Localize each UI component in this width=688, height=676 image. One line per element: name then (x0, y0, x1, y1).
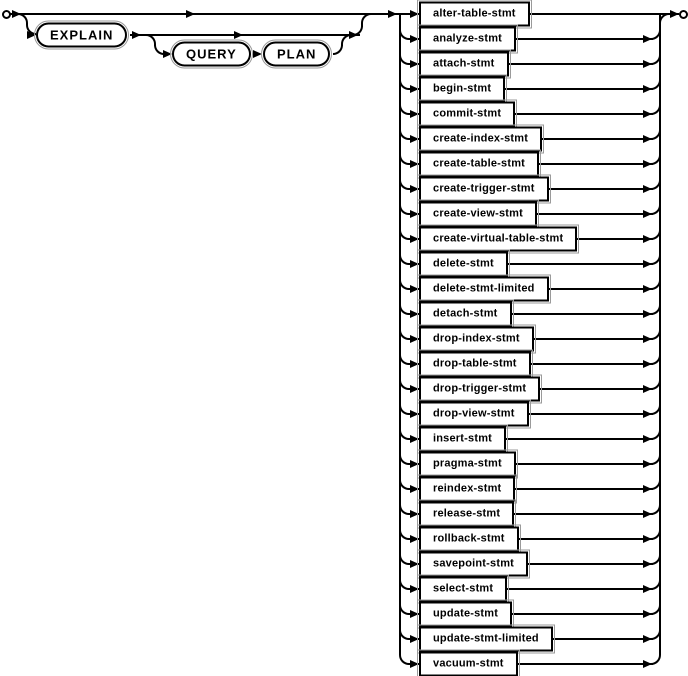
statement-label: create-table-stmt (433, 157, 526, 170)
statement-box[interactable] (419, 27, 516, 52)
arrowhead-icon (410, 185, 419, 193)
statement-box[interactable] (419, 427, 506, 452)
statement-box[interactable] (419, 152, 539, 177)
arrowhead-icon (410, 460, 419, 468)
arrowhead-icon (410, 10, 419, 18)
arrowhead-icon (643, 260, 652, 268)
arrowhead-icon (643, 410, 652, 418)
statement-label: create-index-stmt (433, 132, 529, 145)
merge-curve (651, 655, 661, 665)
arrowhead-icon (643, 585, 652, 593)
arrowhead-icon (234, 31, 243, 39)
arrowhead-icon (410, 410, 419, 418)
statement-label: release-stmt (433, 507, 501, 520)
arrowhead-icon (643, 660, 652, 668)
arrowhead-icon (410, 610, 419, 618)
arrowhead-icon (410, 510, 419, 518)
statement-label: delete-stmt-limited (433, 282, 535, 295)
statement-box[interactable] (419, 627, 553, 652)
arrowhead-icon (643, 510, 652, 518)
arrowhead-icon (410, 660, 419, 668)
arrowhead-icon (643, 460, 652, 468)
statement-label: create-virtual-table-stmt (433, 232, 564, 245)
statement-box[interactable] (419, 52, 509, 77)
arrowhead-icon (643, 185, 652, 193)
start-circle-icon (2, 10, 11, 19)
end-circle-icon (679, 10, 688, 19)
statement-box[interactable] (419, 227, 577, 252)
arrowhead-icon (643, 110, 652, 118)
arrowhead-icon (410, 635, 419, 643)
arrowhead-icon (349, 31, 358, 39)
statement-box[interactable] (419, 77, 505, 102)
statement-label: savepoint-stmt (433, 557, 515, 570)
arrowhead-icon (410, 285, 419, 293)
statement-box[interactable] (419, 277, 549, 302)
arrowhead-icon (410, 210, 419, 218)
arrowhead-icon (410, 110, 419, 118)
arrowhead-icon (253, 50, 262, 58)
statement-box[interactable] (419, 202, 537, 227)
statement-box[interactable] (419, 327, 534, 352)
arrowhead-icon (410, 335, 419, 343)
arrowhead-icon (643, 485, 652, 493)
merge-curve (333, 45, 343, 55)
arrowhead-icon (27, 31, 36, 39)
statement-label: drop-table-stmt (433, 357, 517, 370)
statement-label: drop-view-stmt (433, 407, 515, 420)
arrowhead-icon (410, 260, 419, 268)
statement-label: vacuum-stmt (433, 657, 504, 670)
arrowhead-icon (643, 160, 652, 168)
keyword-plan-label: PLAN (277, 46, 317, 62)
keyword-explain (36, 23, 127, 48)
arrowhead-icon (410, 585, 419, 593)
statement-box[interactable] (419, 452, 516, 477)
arrowhead-icon (643, 560, 652, 568)
arrowhead-icon (410, 135, 419, 143)
arrowhead-icon (388, 10, 397, 18)
arrowhead-icon (643, 310, 652, 318)
statement-box[interactable] (419, 502, 514, 527)
statement-box[interactable] (419, 102, 515, 127)
statement-label: insert-stmt (433, 432, 493, 445)
statement-box[interactable] (419, 577, 507, 602)
arrowhead-icon (410, 310, 419, 318)
statement-box[interactable] (419, 477, 515, 502)
arrowhead-icon (643, 210, 652, 218)
arrowhead-icon (410, 435, 419, 443)
statement-label: update-stmt-limited (433, 632, 539, 645)
main-line (10, 13, 419, 15)
arrowhead-icon (643, 360, 652, 368)
statement-label: select-stmt (433, 582, 494, 595)
keyword-plan (263, 42, 330, 67)
statement-box[interactable] (419, 252, 508, 277)
statement-label: commit-stmt (433, 107, 502, 120)
arrowhead-icon (410, 35, 419, 43)
merge-curve (361, 13, 371, 27)
arrowhead-icon (410, 160, 419, 168)
statement-box[interactable] (419, 177, 549, 202)
arrowhead-icon (410, 85, 419, 93)
statement-box[interactable] (419, 652, 518, 676)
statement-label: reindex-stmt (433, 482, 502, 495)
statement-box[interactable] (419, 127, 542, 152)
statement-label: rollback-stmt (433, 532, 505, 545)
statement-box[interactable] (419, 602, 512, 627)
arrowhead-icon (132, 31, 141, 39)
arrowhead-icon (670, 10, 679, 18)
statement-label: begin-stmt (433, 82, 492, 95)
arrowhead-icon (643, 335, 652, 343)
arrowhead-icon (12, 10, 21, 18)
arrowhead-icon (410, 235, 419, 243)
arrowhead-icon (186, 10, 195, 18)
arrowhead-icon (643, 635, 652, 643)
arrowhead-icon (643, 535, 652, 543)
statement-box[interactable] (419, 302, 512, 327)
statement-label: alter-table-stmt (433, 7, 516, 20)
arrowhead-icon (643, 610, 652, 618)
arrowhead-icon (410, 385, 419, 393)
keyword-query (172, 42, 251, 67)
arrowhead-icon (643, 35, 652, 43)
arrowhead-icon (410, 360, 419, 368)
arrowhead-icon (163, 50, 172, 58)
statement-box[interactable] (419, 2, 530, 27)
arrowhead-icon (410, 60, 419, 68)
statement-label: attach-stmt (433, 57, 495, 70)
statement-label: create-trigger-stmt (433, 182, 535, 195)
statement-box[interactable] (419, 527, 519, 552)
explain-line (130, 34, 360, 36)
statement-box[interactable] (419, 352, 531, 377)
statement-label: delete-stmt (433, 257, 494, 270)
arrowhead-icon (643, 135, 652, 143)
statement-label: detach-stmt (433, 307, 498, 320)
statement-label: drop-trigger-stmt (433, 382, 527, 395)
arrowhead-icon (410, 535, 419, 543)
statement-box[interactable] (419, 402, 529, 427)
arrowhead-icon (643, 85, 652, 93)
arrowhead-icon (643, 435, 652, 443)
arrowhead-icon (643, 60, 652, 68)
statement-label: analyze-stmt (433, 32, 503, 45)
arrowhead-icon (643, 385, 652, 393)
statement-box[interactable] (419, 552, 528, 577)
statement-label: update-stmt (433, 607, 499, 620)
statement-label: pragma-stmt (433, 457, 502, 470)
statement-box[interactable] (419, 377, 540, 402)
arrowhead-icon (410, 485, 419, 493)
statement-label: create-view-stmt (433, 207, 524, 220)
keyword-explain-label: EXPLAIN (50, 27, 114, 43)
statement-label: drop-index-stmt (433, 332, 520, 345)
keyword-query-label: QUERY (186, 46, 237, 62)
arrowhead-icon (643, 285, 652, 293)
arrowhead-icon (643, 235, 652, 243)
arrowhead-icon (410, 560, 419, 568)
